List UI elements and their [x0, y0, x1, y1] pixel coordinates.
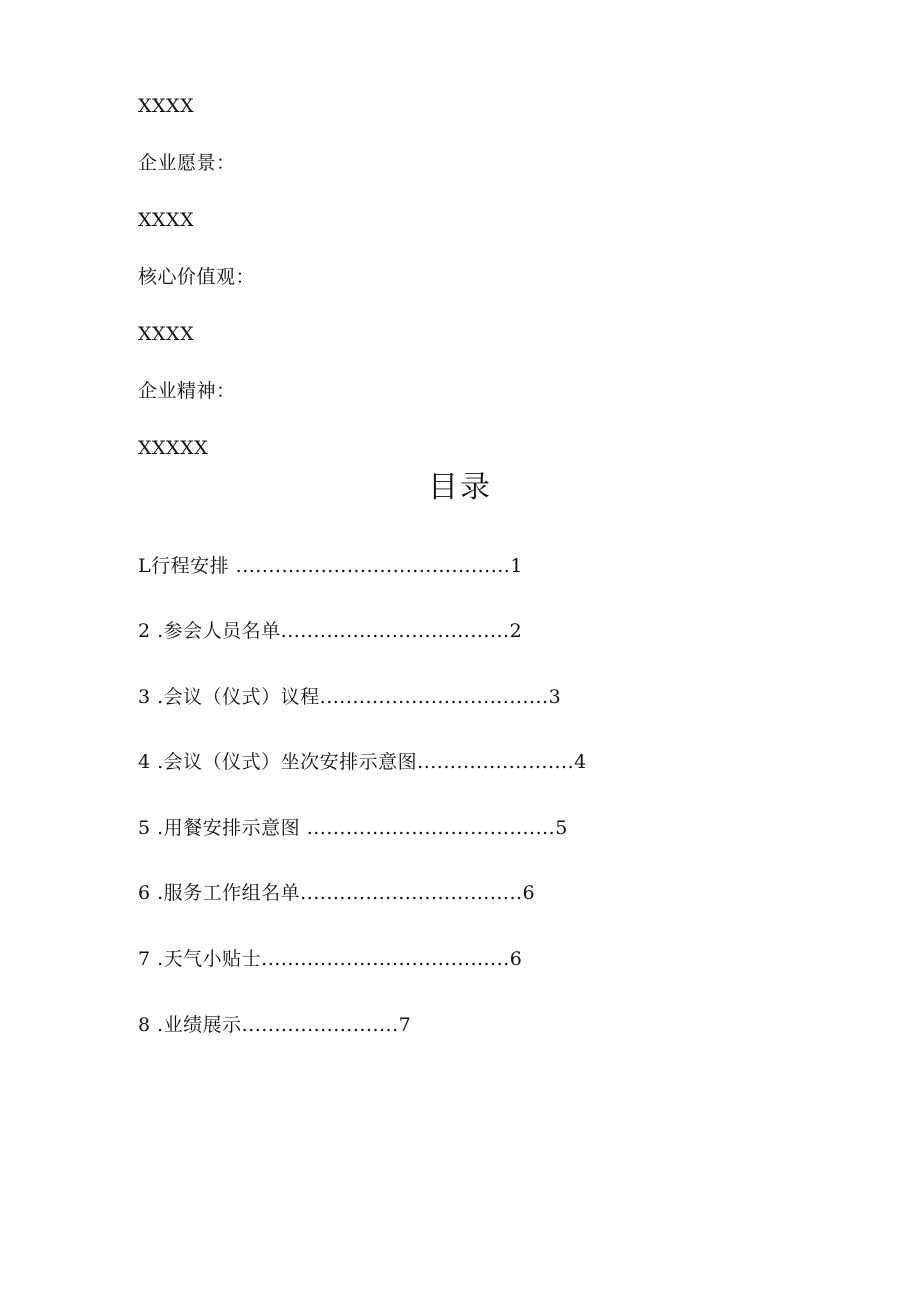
toc-entry-label: 7 .天气小贴士: [138, 948, 262, 970]
toc-entry-page: 4: [574, 751, 587, 773]
toc-entry-label: 3 .会议（仪式）议程: [138, 686, 320, 708]
toc-entry-page: 2: [509, 620, 523, 642]
toc-entry[interactable]: [138, 881, 535, 905]
toc-entry-page: 7: [398, 1014, 412, 1036]
toc-entry-page: 1: [510, 555, 523, 577]
toc-entry-leader: ...................................: [280, 620, 510, 642]
toc-entry[interactable]: [138, 816, 568, 840]
toc-entry-leader: ........................: [241, 1014, 399, 1036]
vision-heading: 企业愿景：: [138, 152, 236, 174]
toc-entry[interactable]: [138, 554, 523, 578]
intro-text: XXXX: [138, 95, 195, 117]
toc-entry-label: 2 .参会人员名单: [138, 620, 281, 642]
toc-entry-label: 5 .用餐安排示意图: [138, 817, 301, 839]
core-values-text: XXXX: [138, 323, 195, 345]
toc-entry-label: 4 .会议（仪式）坐次安排示意图: [138, 751, 418, 773]
toc-entry-leader: ...................................: [319, 686, 549, 708]
toc-entry[interactable]: [138, 685, 561, 709]
toc-entry-page: 3: [548, 686, 562, 708]
toc-entry-label: 8 .业绩展示: [138, 1014, 242, 1036]
toc-entry-leader: ..................................: [300, 882, 523, 904]
toc-entry-page: 5: [555, 817, 568, 839]
toc-entry-page: 6: [509, 948, 523, 970]
toc-entry[interactable]: [138, 1013, 411, 1037]
toc-entry[interactable]: [138, 619, 522, 643]
toc-entry-page: 6: [522, 882, 536, 904]
toc-entry-label: L行程安排: [138, 555, 230, 577]
toc-entry-leader: ......................................: [261, 948, 510, 970]
toc-entry[interactable]: [138, 750, 587, 774]
spirit-text: XXXXX: [138, 437, 209, 459]
vision-text: XXXX: [138, 209, 195, 231]
toc-entry-leader: ..........................................: [229, 555, 511, 577]
toc-entry-leader: ........................: [417, 751, 575, 773]
toc-title: 目录: [428, 470, 492, 505]
spirit-heading: 企业精神：: [138, 380, 236, 402]
core-values-heading: 核心价值观：: [138, 266, 256, 288]
toc-entry-leader: ......................................: [300, 817, 556, 839]
toc-entry[interactable]: [138, 947, 522, 971]
toc-entry-label: 6 .服务工作组名单: [138, 882, 301, 904]
